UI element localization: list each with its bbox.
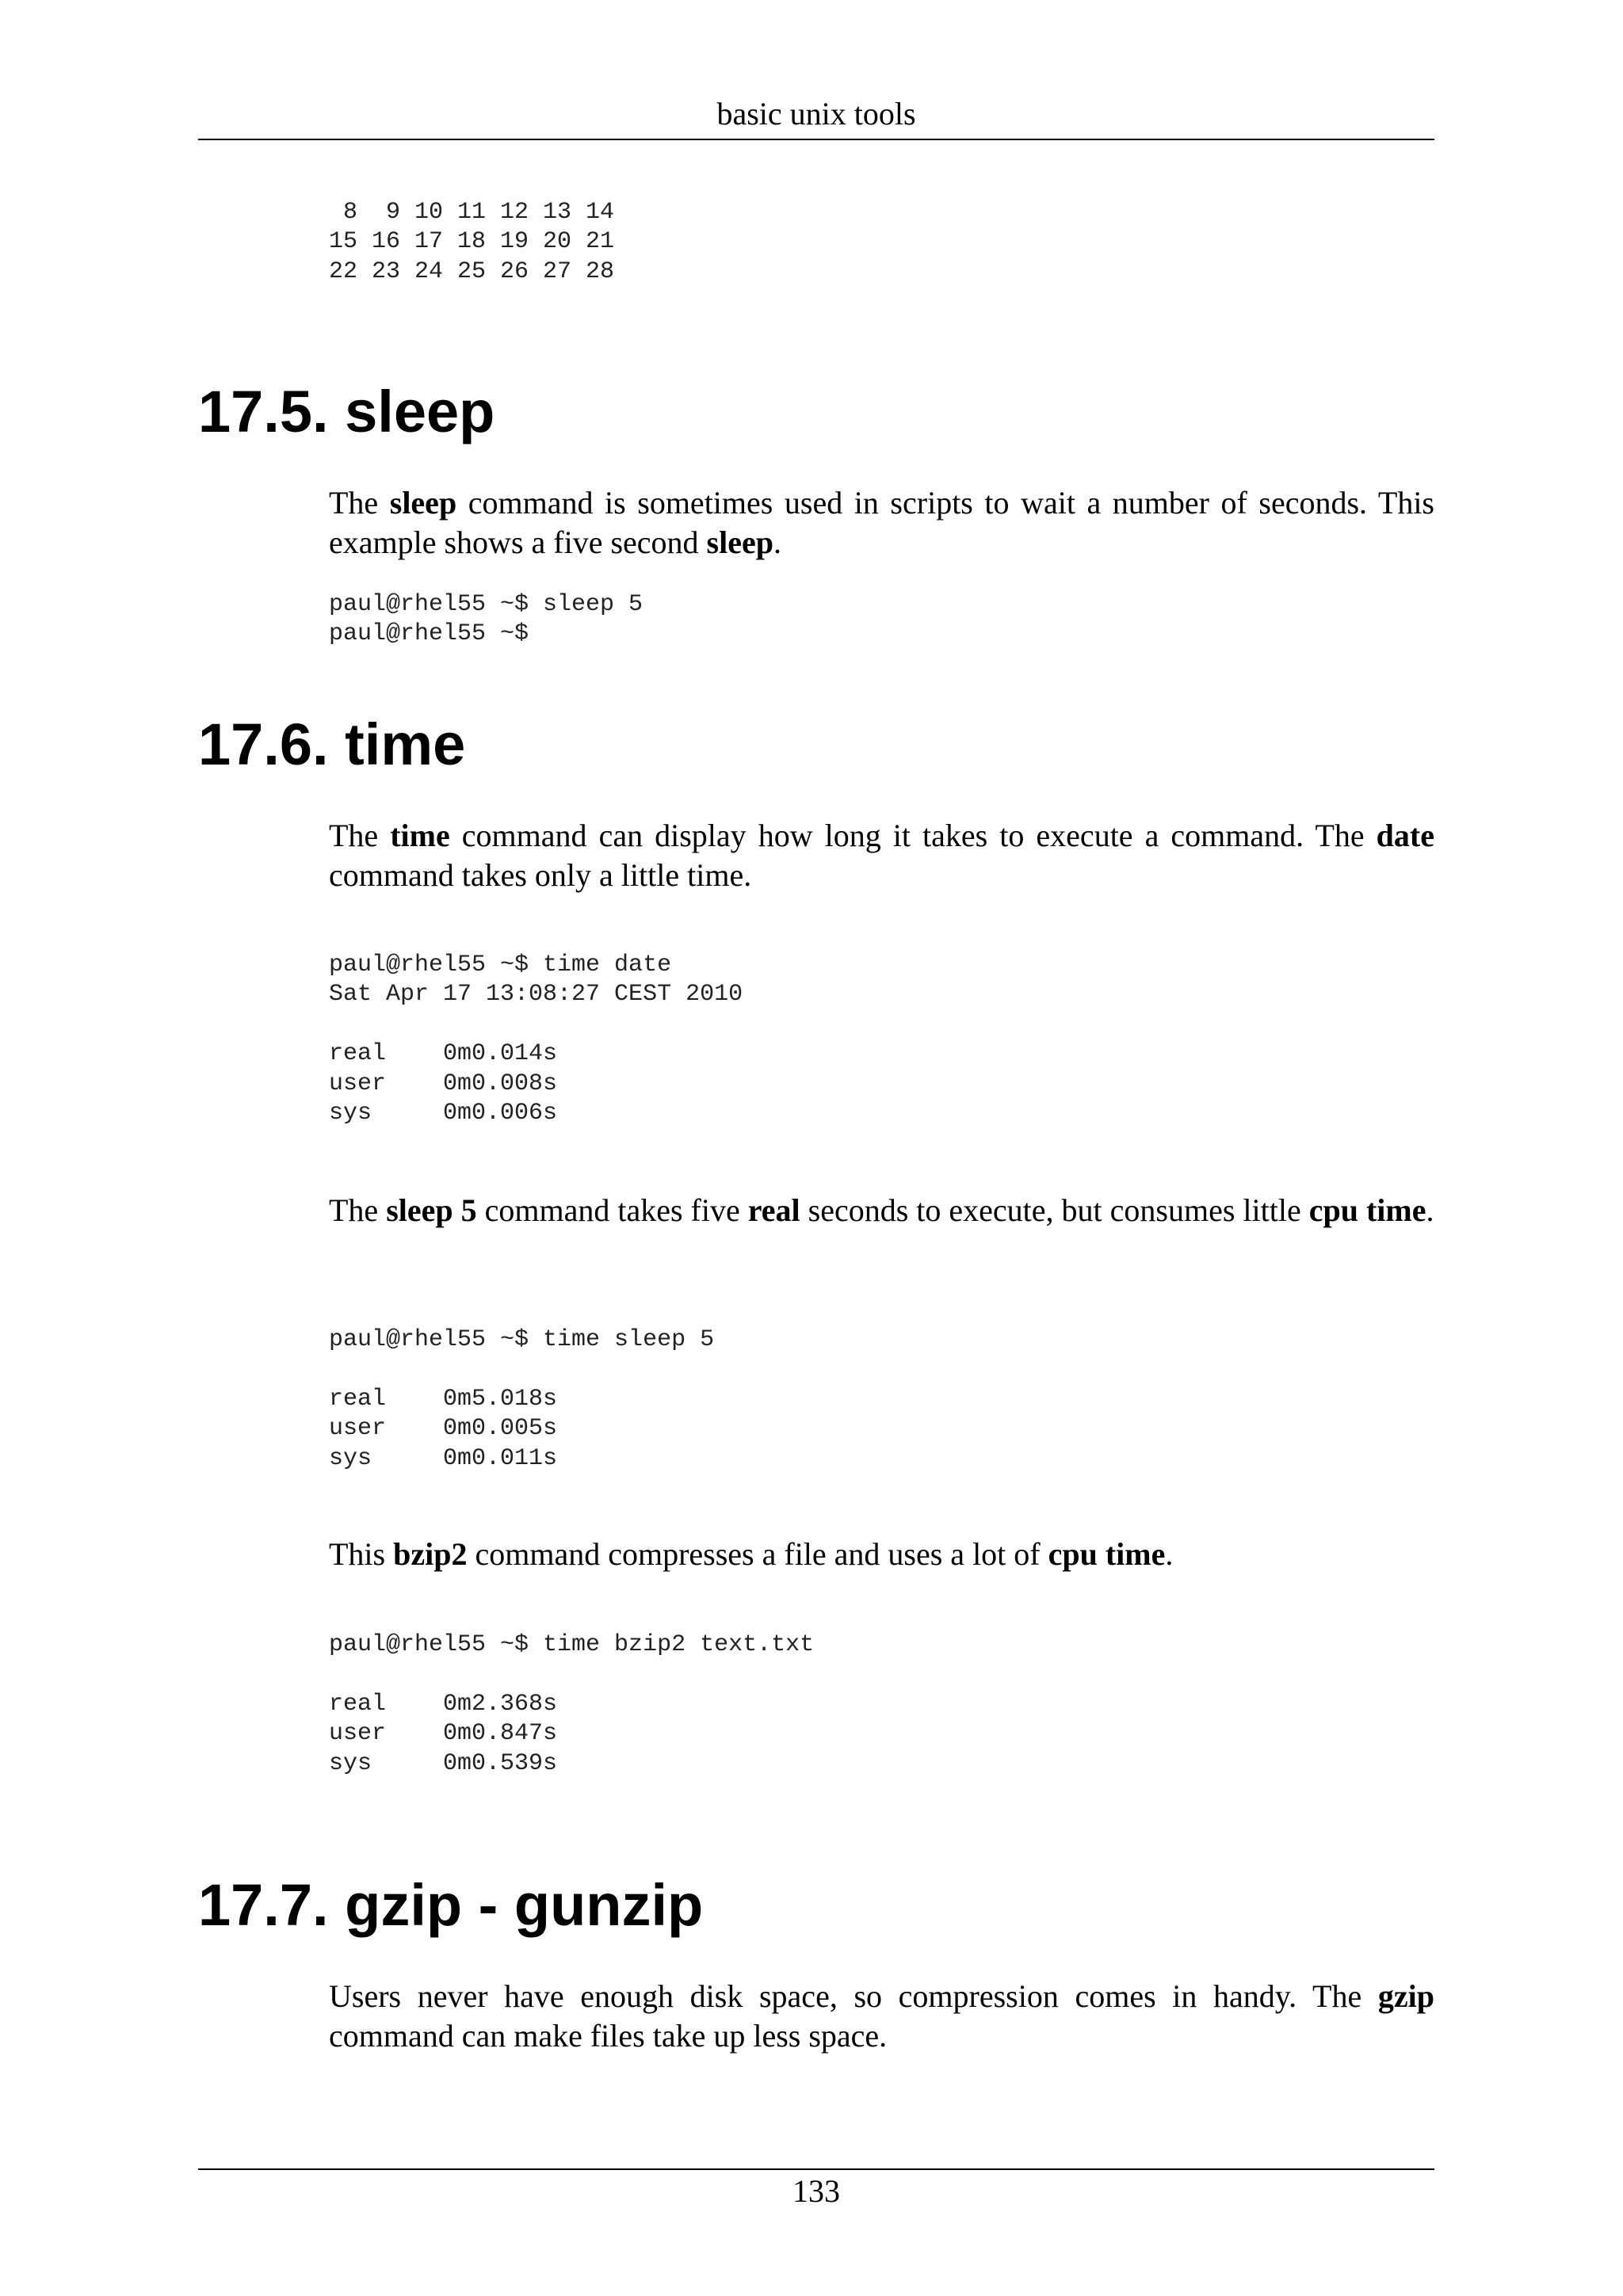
text-run: The [329,1192,387,1228]
text-run: Users never have enough disk space, so compression comes in handy. The [329,1978,1378,2014]
page-number: 133 [792,2173,840,2209]
text-run: seconds to execute, but consumes little [800,1192,1309,1228]
time-date-code-block: paul@rhel55 ~$ time date Sat Apr 17 13:08:27 CEST 2010 real 0m0.014s user 0m0.008s sys 0m0.006s [329,952,743,1127]
bold-term-time: time [390,818,450,853]
bold-term-sleep-5: sleep 5 [386,1192,477,1228]
text-run: The [329,818,391,853]
bold-term-cpu-time: cpu time [1048,1536,1166,1572]
running-header-title: basic unix tools [716,96,916,132]
text-run: . [1426,1192,1434,1228]
text-run: command can make files take up less space. [329,2018,888,2054]
time-bzip2-code-block: paul@rhel55 ~$ time bzip2 text.txt real 0m2.368s user 0m0.847s sys 0m0.539s [329,1631,815,1777]
bold-term-sleep: sleep [706,524,773,560]
sleep-code-block: paul@rhel55 ~$ sleep 5 paul@rhel55 ~$ [329,591,643,648]
section-heading-time: 17.6. time [198,711,466,777]
time-bzip2-paragraph [329,1535,1434,1574]
text-run: command is sometimes used in scripts to wait a number of seconds. This example shows a five second [329,485,1435,560]
time-intro-paragraph [329,816,1434,895]
section-heading-sleep: 17.5. sleep [198,379,495,444]
text-run: command can display how long it takes to execute a command. The [449,818,1377,853]
bold-term-real: real [747,1192,800,1228]
section-heading-gzip-gunzip: 17.7. gzip - gunzip [198,1872,704,1938]
text-run: This [329,1536,394,1572]
bold-term-gzip: gzip [1377,1978,1434,2014]
time-sleep-paragraph [329,1191,1434,1230]
bold-term-date: date [1376,818,1434,853]
header-rule [198,139,1434,140]
text-run: The [329,485,390,521]
text-run: command takes five [476,1192,748,1228]
text-run: . [1165,1536,1174,1572]
bold-term-bzip2: bzip2 [393,1536,468,1572]
text-run: . [773,524,781,560]
time-sleep-code-block: paul@rhel55 ~$ time sleep 5 real 0m5.018s user 0m0.005s sys 0m0.011s [329,1326,715,1472]
gzip-intro-paragraph [329,1977,1434,2056]
footer-rule [198,2168,1434,2170]
bold-term-sleep: sleep [389,485,457,521]
text-run: command compresses a file and uses a lot of [467,1536,1048,1572]
text-run: command takes only a little time. [329,857,752,893]
bold-term-cpu-time: cpu time [1308,1192,1426,1228]
sleep-intro-paragraph [329,483,1434,563]
calendar-tail-code-block: 8 9 10 11 12 13 14 15 16 17 18 19 20 21 22 23 24 25 26 27 28 [329,199,615,285]
